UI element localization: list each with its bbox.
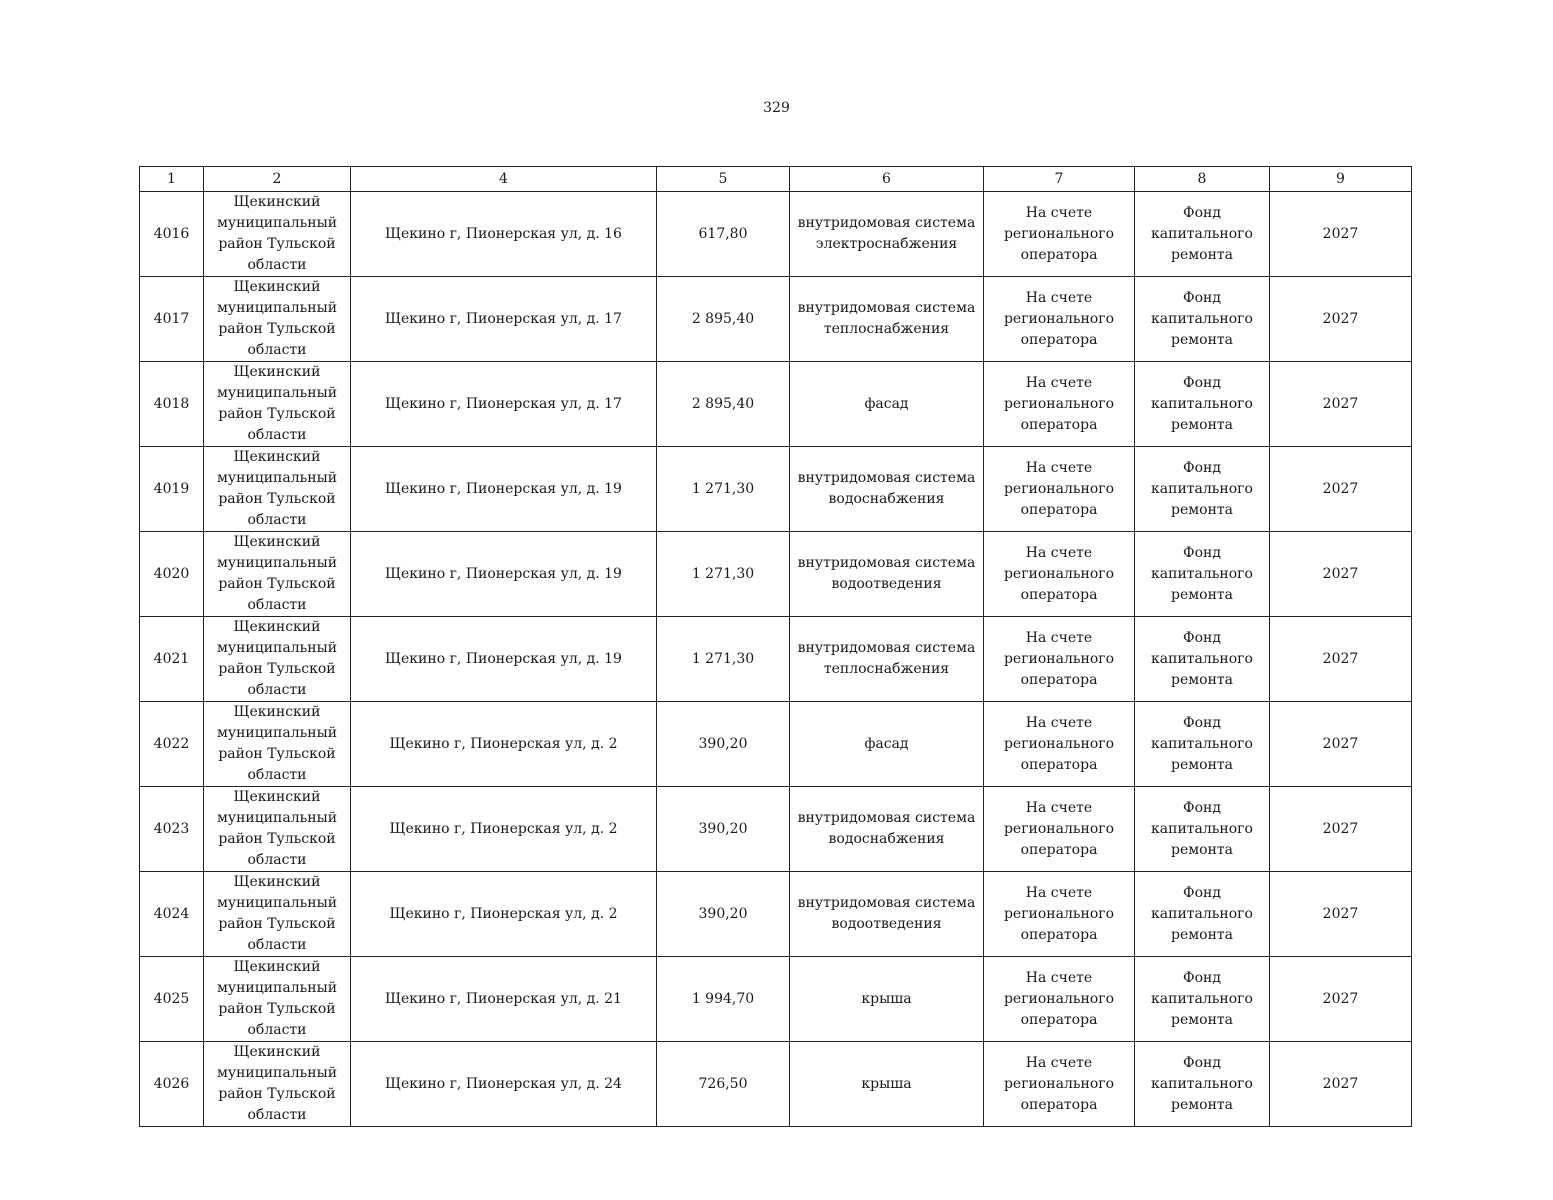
column-header: 2 [204, 167, 351, 192]
table-row [140, 532, 1412, 617]
municipality-cell: Щекинский муниципальный район Тульской области [204, 872, 351, 957]
year-cell: 2027 [1270, 1042, 1412, 1127]
funding-source-cell: Фонд капитального ремонта [1135, 787, 1270, 872]
municipality-cell: Щекинский муниципальный район Тульской области [204, 532, 351, 617]
work-type-cell: крыша [790, 1042, 984, 1127]
row-number: 4016 [140, 192, 204, 277]
funding-source-cell: Фонд капитального ремонта [1135, 872, 1270, 957]
municipality-cell: Щекинский муниципальный район Тульской области [204, 447, 351, 532]
area-cell: 726,50 [657, 1042, 790, 1127]
year-cell: 2027 [1270, 362, 1412, 447]
work-type-cell: внутридомовая система теплоснабжения [790, 277, 984, 362]
funding-source-cell: Фонд капитального ремонта [1135, 447, 1270, 532]
work-type-cell: внутридомовая система электроснабжения [790, 192, 984, 277]
column-header: 6 [790, 167, 984, 192]
fund-account-cell: На счете регионального оператора [984, 617, 1135, 702]
year-cell: 2027 [1270, 277, 1412, 362]
funding-source-cell: Фонд капитального ремонта [1135, 277, 1270, 362]
row-number: 4024 [140, 872, 204, 957]
year-cell: 2027 [1270, 192, 1412, 277]
municipality-cell: Щекинский муниципальный район Тульской области [204, 192, 351, 277]
funding-source-cell: Фонд капитального ремонта [1135, 532, 1270, 617]
area-cell: 1 271,30 [657, 532, 790, 617]
fund-account-cell: На счете регионального оператора [984, 872, 1135, 957]
fund-account-cell: На счете регионального оператора [984, 532, 1135, 617]
address-cell: Щекино г, Пионерская ул, д. 16 [351, 192, 657, 277]
column-header: 9 [1270, 167, 1412, 192]
area-cell: 617,80 [657, 192, 790, 277]
year-cell: 2027 [1270, 872, 1412, 957]
header-row [140, 167, 1412, 192]
area-cell: 390,20 [657, 872, 790, 957]
funding-source-cell: Фонд капитального ремонта [1135, 362, 1270, 447]
address-cell: Щекино г, Пионерская ул, д. 19 [351, 447, 657, 532]
column-header: 7 [984, 167, 1135, 192]
funding-source-cell: Фонд капитального ремонта [1135, 1042, 1270, 1127]
work-type-cell: крыша [790, 957, 984, 1042]
area-cell: 1 271,30 [657, 447, 790, 532]
work-type-cell: внутридомовая система водоснабжения [790, 787, 984, 872]
column-header: 5 [657, 167, 790, 192]
address-cell: Щекино г, Пионерская ул, д. 2 [351, 702, 657, 787]
row-number: 4023 [140, 787, 204, 872]
fund-account-cell: На счете регионального оператора [984, 447, 1135, 532]
area-cell: 2 895,40 [657, 277, 790, 362]
funding-source-cell: Фонд капитального ремонта [1135, 192, 1270, 277]
row-number: 4026 [140, 1042, 204, 1127]
fund-account-cell: На счете регионального оператора [984, 192, 1135, 277]
area-cell: 390,20 [657, 787, 790, 872]
address-cell: Щекино г, Пионерская ул, д. 17 [351, 277, 657, 362]
row-number: 4018 [140, 362, 204, 447]
table-row [140, 787, 1412, 872]
municipality-cell: Щекинский муниципальный район Тульской области [204, 617, 351, 702]
funding-source-cell: Фонд капитального ремонта [1135, 702, 1270, 787]
work-type-cell: внутридомовая система водоотведения [790, 872, 984, 957]
year-cell: 2027 [1270, 447, 1412, 532]
municipality-cell: Щекинский муниципальный район Тульской области [204, 702, 351, 787]
work-type-cell: фасад [790, 702, 984, 787]
address-cell: Щекино г, Пионерская ул, д. 24 [351, 1042, 657, 1127]
row-number: 4017 [140, 277, 204, 362]
table-row [140, 872, 1412, 957]
table-row [140, 957, 1412, 1042]
area-cell: 390,20 [657, 702, 790, 787]
table-row [140, 702, 1412, 787]
municipality-cell: Щекинский муниципальный район Тульской области [204, 1042, 351, 1127]
column-header: 1 [140, 167, 204, 192]
municipality-cell: Щекинский муниципальный район Тульской области [204, 957, 351, 1042]
address-cell: Щекино г, Пионерская ул, д. 19 [351, 617, 657, 702]
address-cell: Щекино г, Пионерская ул, д. 17 [351, 362, 657, 447]
year-cell: 2027 [1270, 532, 1412, 617]
table-row [140, 277, 1412, 362]
fund-account-cell: На счете регионального оператора [984, 1042, 1135, 1127]
year-cell: 2027 [1270, 617, 1412, 702]
row-number: 4022 [140, 702, 204, 787]
column-header: 4 [351, 167, 657, 192]
address-cell: Щекино г, Пионерская ул, д. 21 [351, 957, 657, 1042]
table-row [140, 1042, 1412, 1127]
funding-source-cell: Фонд капитального ремонта [1135, 617, 1270, 702]
row-number: 4020 [140, 532, 204, 617]
year-cell: 2027 [1270, 702, 1412, 787]
work-type-cell: внутридомовая система теплоснабжения [790, 617, 984, 702]
fund-account-cell: На счете регионального оператора [984, 787, 1135, 872]
row-number: 4025 [140, 957, 204, 1042]
address-cell: Щекино г, Пионерская ул, д. 2 [351, 872, 657, 957]
page-number: 329 [763, 100, 790, 116]
work-type-cell: фасад [790, 362, 984, 447]
year-cell: 2027 [1270, 787, 1412, 872]
municipality-cell: Щекинский муниципальный район Тульской области [204, 787, 351, 872]
area-cell: 1 994,70 [657, 957, 790, 1042]
municipality-cell: Щекинский муниципальный район Тульской области [204, 277, 351, 362]
address-cell: Щекино г, Пионерская ул, д. 2 [351, 787, 657, 872]
column-header: 8 [1135, 167, 1270, 192]
area-cell: 2 895,40 [657, 362, 790, 447]
table-row [140, 617, 1412, 702]
row-number: 4019 [140, 447, 204, 532]
table-row [140, 362, 1412, 447]
address-cell: Щекино г, Пионерская ул, д. 19 [351, 532, 657, 617]
row-number: 4021 [140, 617, 204, 702]
fund-account-cell: На счете регионального оператора [984, 277, 1135, 362]
fund-account-cell: На счете регионального оператора [984, 362, 1135, 447]
fund-account-cell: На счете регионального оператора [984, 702, 1135, 787]
fund-account-cell: На счете регионального оператора [984, 957, 1135, 1042]
municipality-cell: Щекинский муниципальный район Тульской области [204, 362, 351, 447]
work-type-cell: внутридомовая система водоснабжения [790, 447, 984, 532]
table-row [140, 447, 1412, 532]
capital-repair-table [139, 166, 1412, 1127]
work-type-cell: внутридомовая система водоотведения [790, 532, 984, 617]
table-row [140, 192, 1412, 277]
funding-source-cell: Фонд капитального ремонта [1135, 957, 1270, 1042]
year-cell: 2027 [1270, 957, 1412, 1042]
area-cell: 1 271,30 [657, 617, 790, 702]
